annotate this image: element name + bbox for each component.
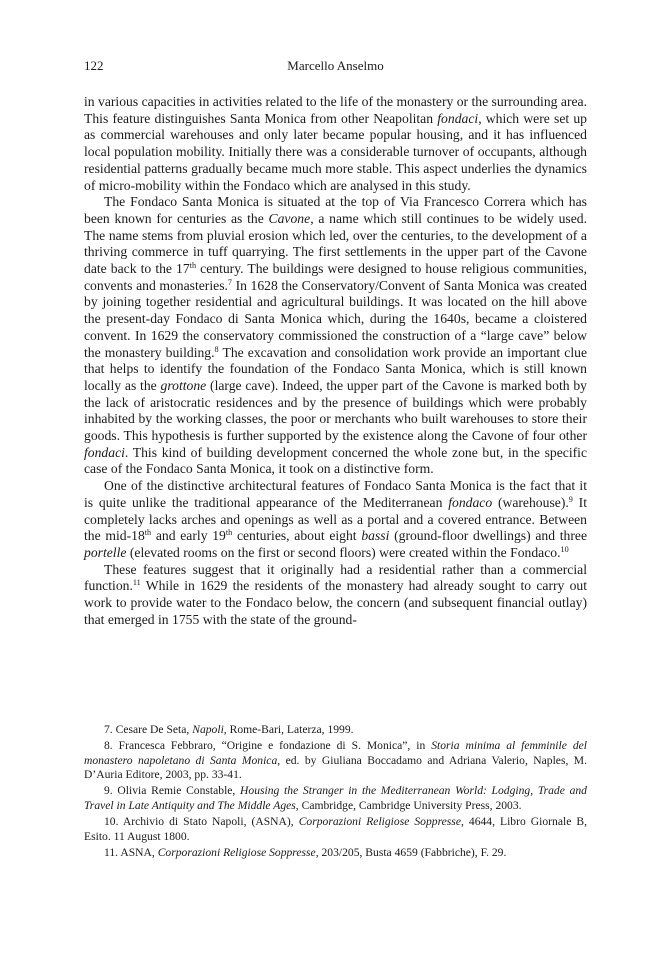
- running-header: [84, 58, 587, 78]
- text-run: (large cave). Indeed, the upper part of the Cavone is marked both by the lack of aristocratic residences and by the presence of buildings which were probably inhabited by the working classes, the poor or merchants who built warehouses to store their goods. This hypothesis is further supported by the existence along the Cavone of four other: [84, 377, 587, 444]
- paragraph: [84, 194, 587, 478]
- page-number: 122: [84, 58, 104, 73]
- text-run: (ground-floor dwellings) and three: [389, 528, 588, 544]
- text-run: , ed. by Giuliana Boccadamo and Adriana Valerio, Naples, M. D’Auria Editore, 2003, pp. 33-41.: [84, 753, 587, 782]
- text-run: While in 1629 the residents of the monastery had already sought to carry out work to provide water to the Fondaco below, the concern (and subsequent financial outlay) that emerged in 1755 with the state of the ground-: [84, 578, 587, 627]
- italic-text: portelle: [84, 544, 127, 560]
- italic-text: fondaci: [84, 444, 125, 460]
- text-run: 10. Archivio di Stato Napoli, (ASNA),: [104, 815, 299, 829]
- footnote: [84, 784, 587, 813]
- paragraph: [84, 94, 587, 194]
- text-run: centuries, about eight: [232, 528, 362, 544]
- text-run: (elevated rooms on the first or second floors) were created within the Fondaco.: [126, 544, 561, 560]
- footnote: [84, 815, 587, 844]
- text-run: . This kind of building development concerned the whole zone but, in the specific case of the Fondaco Santa Monica, it took on a distinctive form.: [84, 444, 587, 477]
- note-ref: 9: [568, 494, 573, 504]
- footnote: [84, 739, 587, 783]
- running-head-author: Marcello Anselmo: [287, 58, 384, 73]
- note-ref: th: [225, 528, 233, 538]
- italic-text: Napoli: [192, 723, 224, 736]
- text-run: (warehouse).: [492, 494, 569, 510]
- text-run: 7. Cesare De Seta,: [104, 723, 193, 736]
- text-run: 8. Francesca Febbraro, “Origine e fondazione di S. Monica”, in: [104, 739, 432, 753]
- footnote: [84, 723, 587, 738]
- footnotes: [84, 723, 587, 862]
- text-run: These features suggest that it originally had a residential rather than a commercial function.: [84, 561, 587, 594]
- text-run: , Rome-Bari, Laterza, 1999.: [223, 723, 354, 736]
- text-run: in various capacities in activities related to the life of the monastery or the surrounding area. This feature distinguishes Santa Monica from other Neapolitan: [84, 94, 588, 126]
- italic-text: grottone: [160, 377, 207, 393]
- paragraph: [84, 478, 587, 562]
- italic-text: Corporazioni Religiose Soppresse: [298, 815, 461, 829]
- note-ref: 8: [214, 344, 219, 354]
- italic-text: Corporazioni Religiose Soppresse: [157, 845, 316, 859]
- italic-text: fondaco: [448, 494, 493, 510]
- italic-text: Housing the Stranger in the Mediterranean World: Lodging, Trade and Travel in Late Antiquity and The Middle Ages: [84, 784, 587, 812]
- italic-text: Cavone: [268, 210, 311, 226]
- text-run: , 4644, Libro Giornale B, Esito. 11 August 1800.: [84, 815, 587, 843]
- text-run: , which were set up as commercial warehouses and only later became popular housing, and it has influenced local population mobility. Initially there was a considerable turnover of occupants, although residential patterns gradually became much more stable. This aspect underlies the dynamics of micro-mobility within the Fondaco which are analysed in this study.: [84, 110, 587, 193]
- text-run: One of the distinctive architectural features of Fondaco Santa Monica is the fact that it is quite unlike the traditional appearance of the Mediterranean: [84, 478, 587, 510]
- text-run: , a name which still continues to be widely used. The name stems from pluvial erosion which led, over the centuries, to the development of a thriving commerce in tuff quarrying. The first settlements in the upper part of the Cavone date back to the 17: [84, 210, 587, 277]
- text-run: The Fondaco Santa Monica is situated at the top of Via Francesco Correra which has been known for centuries as the: [84, 194, 587, 226]
- note-ref: 11: [132, 578, 141, 588]
- footnote: [84, 846, 587, 861]
- text-run: , Cambridge, Cambridge University Press, 2003.: [295, 798, 522, 812]
- text-run: It completely lacks arches and openings as well as a portal and a covered entrance. Between the mid-18: [84, 494, 587, 544]
- text-run: and early 19: [151, 528, 226, 544]
- text-run: 9. Olivia Remie Constable,: [104, 784, 241, 798]
- text-run: The excavation and consolidation work provide an important clue that helps to identify the foundation of the Fondaco Santa Monica, which is still known locally as the: [84, 344, 587, 393]
- text-run: In 1628 the Conservatory/Convent of Santa Monica was created by joining together residential and agricultural buildings. It was located on the hill above the present-day Fondaco di Santa Monica which, during the 1640s, became a cloistered convent. In 1629 the conservatory commissioned the construction of a “large cave” below the monastery building.: [84, 277, 587, 360]
- italic-text: bassi: [361, 528, 390, 544]
- note-ref: 10: [560, 545, 569, 555]
- paragraph: [84, 562, 587, 629]
- text-run: 11. ASNA,: [104, 845, 158, 859]
- italic-text: fondaci: [437, 110, 479, 126]
- text-run: century. The buildings were designed to house religious communities, convents and monasteries.: [84, 261, 587, 293]
- italic-text: Storia minima al femminile del monastero napoletano di Santa Monica: [84, 739, 587, 767]
- text-run: , 203/205, Busta 4659 (Fabbriche), F. 29.: [315, 845, 507, 859]
- note-ref: th: [189, 261, 197, 271]
- body-text: [84, 94, 587, 629]
- note-ref: 7: [227, 277, 233, 287]
- note-ref: th: [144, 528, 152, 538]
